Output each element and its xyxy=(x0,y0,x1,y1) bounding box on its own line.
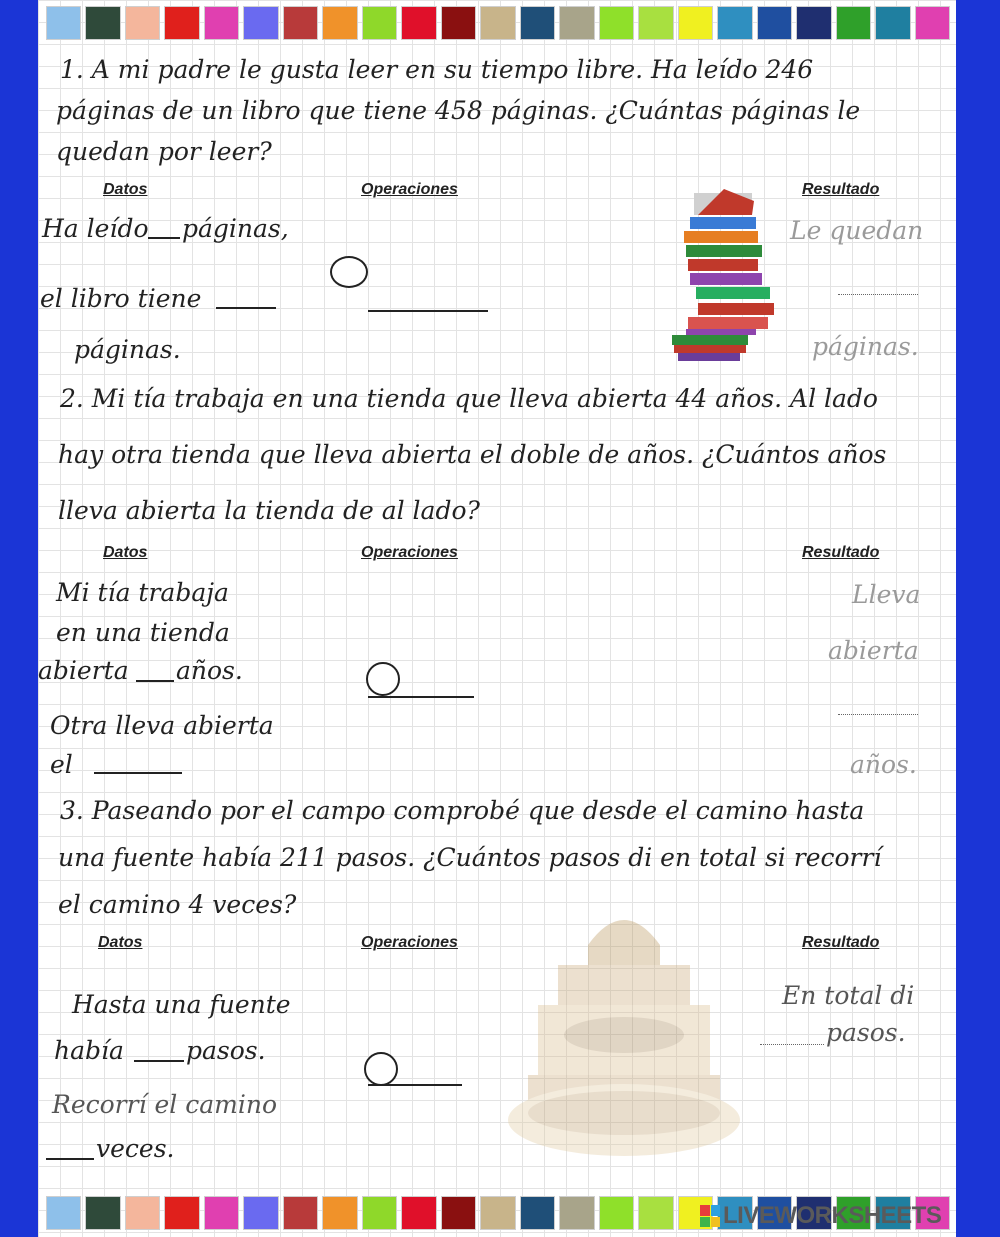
problem2-double-blank[interactable] xyxy=(94,772,182,774)
color-swatch xyxy=(441,6,476,40)
color-swatch xyxy=(243,1196,278,1230)
color-swatch xyxy=(243,6,278,40)
problem1-resultado-label: Resultado xyxy=(802,181,880,198)
problem3-result-text2: pasos. xyxy=(826,1018,906,1047)
color-swatch xyxy=(559,6,594,40)
color-swatch xyxy=(164,1196,199,1230)
color-swatch xyxy=(401,1196,436,1230)
problem1-line3: quedan por leer? xyxy=(56,137,272,166)
problem1-operation-sign[interactable] xyxy=(330,256,368,288)
problem2-datos-label: Datos xyxy=(103,544,148,561)
color-swatch xyxy=(796,6,831,40)
problem3-operation-sign[interactable] xyxy=(364,1052,398,1086)
color-swatch xyxy=(757,6,792,40)
problem2-datos-5: el xyxy=(50,750,73,779)
color-swatch xyxy=(678,6,713,40)
color-swatch xyxy=(85,6,120,40)
problem3-times-blank[interactable] xyxy=(46,1158,94,1160)
problem2-datos-3b: años. xyxy=(176,656,243,685)
problem2-line3: lleva abierta la tienda de al lado? xyxy=(58,496,480,525)
problem1-datos-label: Datos xyxy=(103,181,148,198)
problem1-datos-book: el libro tiene xyxy=(40,284,202,313)
color-swatch xyxy=(480,1196,515,1230)
problem3-operaciones-label: Operaciones xyxy=(361,934,458,951)
problem1-datos-pages2: páginas. xyxy=(74,335,181,364)
color-swatch xyxy=(283,6,318,40)
problem2-datos-1: Mi tía trabaja xyxy=(56,578,229,607)
color-swatch xyxy=(46,1196,81,1230)
problem2-operation-sign[interactable] xyxy=(366,662,400,696)
color-swatch xyxy=(520,1196,555,1230)
problem1-datos-read: Ha leído xyxy=(42,214,149,243)
problem1-result-blank[interactable] xyxy=(838,294,918,295)
color-swatch xyxy=(85,1196,120,1230)
color-swatch xyxy=(441,1196,476,1230)
problem3-datos-2b: pasos. xyxy=(186,1036,266,1065)
color-swatch xyxy=(204,6,239,40)
color-swatch xyxy=(322,6,357,40)
color-swatch xyxy=(559,1196,594,1230)
problem2-resultado-label: Resultado xyxy=(802,544,880,561)
problem3-line3: el camino 4 veces? xyxy=(58,890,297,919)
problem1-line2: páginas de un libro que tiene 458 páginas. ¿Cuántas páginas le xyxy=(56,96,861,125)
color-swatch xyxy=(599,6,634,40)
color-swatch xyxy=(46,6,81,40)
problem3-datos-4: veces. xyxy=(96,1134,175,1163)
problem1-operation-line[interactable] xyxy=(368,310,488,312)
problem1-result-text2: páginas. xyxy=(812,332,919,361)
color-swatch xyxy=(836,6,871,40)
color-swatch xyxy=(401,6,436,40)
color-swatch xyxy=(717,6,752,40)
top-color-strip xyxy=(46,6,950,40)
color-swatch xyxy=(520,6,555,40)
problem2-operaciones-label: Operaciones xyxy=(361,544,458,561)
color-swatch xyxy=(480,6,515,40)
problem2-line1: 2. Mi tía trabaja en una tienda que lleva abierta 44 años. Al lado xyxy=(60,384,878,413)
color-swatch xyxy=(125,6,160,40)
color-swatch xyxy=(638,6,673,40)
color-swatch xyxy=(362,1196,397,1230)
problem3-line1: 3. Paseando por el campo comprobé que desde el camino hasta xyxy=(60,796,865,825)
problem2-result-text1: Lleva xyxy=(852,580,921,609)
problem3-line2: una fuente había 211 pasos. ¿Cuántos pasos di en total si recorrí xyxy=(58,843,882,872)
problem1-book-blank[interactable] xyxy=(216,307,276,309)
problem1-line1: 1. A mi padre le gusta leer en su tiempo libre. Ha leído 246 xyxy=(60,55,814,84)
left-blue-border xyxy=(0,0,38,1237)
problem3-result-blank[interactable] xyxy=(760,1044,824,1045)
problem1-read-blank[interactable] xyxy=(148,237,180,239)
problem1-datos-pages: páginas, xyxy=(182,214,289,243)
problem2-datos-4: Otra lleva abierta xyxy=(50,711,274,740)
fountain-image xyxy=(508,905,740,1160)
problem2-result-blank[interactable] xyxy=(838,714,918,715)
color-swatch xyxy=(638,1196,673,1230)
problem3-datos-1: Hasta una fuente xyxy=(72,990,291,1019)
problem3-steps-blank[interactable] xyxy=(134,1060,184,1062)
problem2-line2: hay otra tienda que lleva abierta el doble de años. ¿Cuántos años xyxy=(58,440,887,469)
problem3-operation-line[interactable] xyxy=(368,1084,462,1086)
problem3-result-text1: En total di xyxy=(782,981,915,1010)
liveworksheets-badge-icon xyxy=(700,1205,720,1227)
color-swatch xyxy=(164,6,199,40)
problem2-operation-line[interactable] xyxy=(368,696,474,698)
color-swatch xyxy=(362,6,397,40)
color-swatch xyxy=(125,1196,160,1230)
problem2-datos-2: en una tienda xyxy=(56,618,230,647)
problem1-result-text1: Le quedan xyxy=(790,216,924,245)
problem3-datos-2a: había xyxy=(54,1036,124,1065)
problem1-operaciones-label: Operaciones xyxy=(361,181,458,198)
problem3-resultado-label: Resultado xyxy=(802,934,880,951)
problem3-datos-3: Recorrí el camino xyxy=(52,1090,278,1119)
problem2-datos-3a: abierta xyxy=(38,656,129,685)
liveworksheets-logo-text: LIVEWORKSHEETS xyxy=(723,1202,942,1229)
color-swatch xyxy=(204,1196,239,1230)
problem3-datos-label: Datos xyxy=(98,934,143,951)
color-swatch xyxy=(875,6,910,40)
problem2-result-text2: abierta xyxy=(828,636,919,665)
liveworksheets-logo xyxy=(700,1203,941,1229)
book-stack-image xyxy=(668,185,780,367)
color-swatch xyxy=(915,6,950,40)
color-swatch xyxy=(322,1196,357,1230)
right-blue-border xyxy=(956,0,1000,1237)
problem2-years-blank[interactable] xyxy=(136,680,174,682)
problem2-result-text3: años. xyxy=(850,750,917,779)
color-swatch xyxy=(283,1196,318,1230)
color-swatch xyxy=(599,1196,634,1230)
